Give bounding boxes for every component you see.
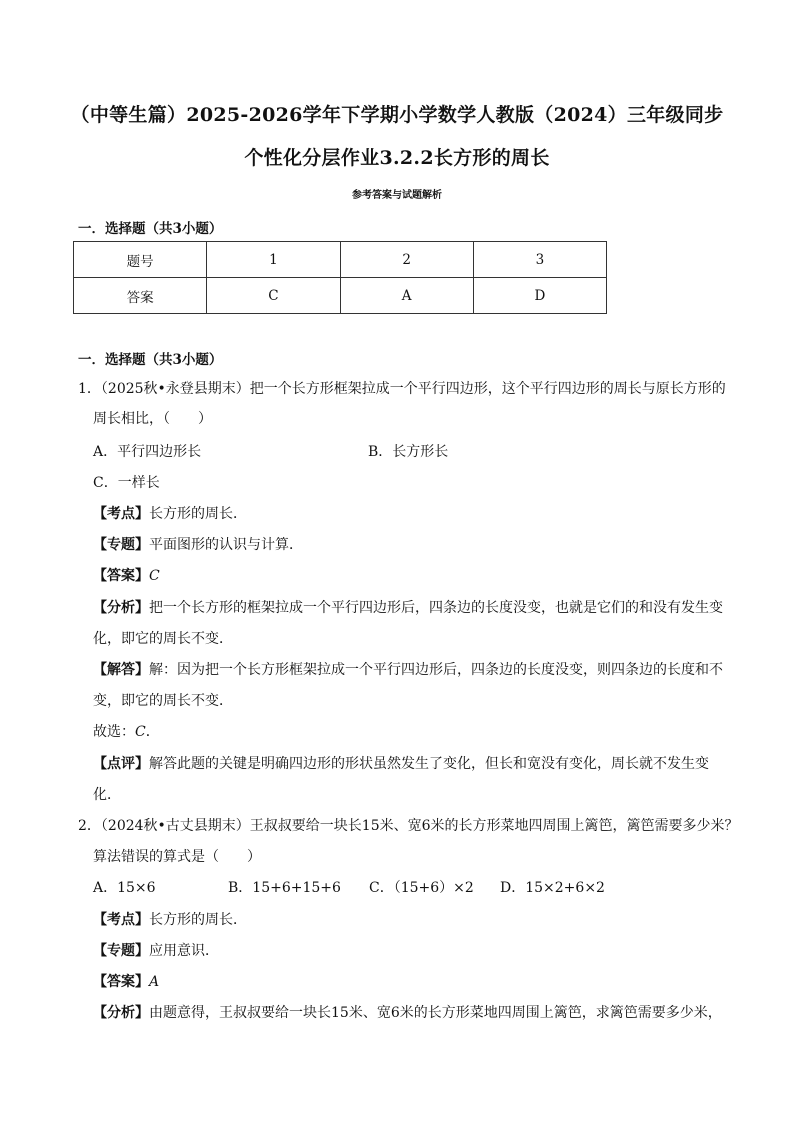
q1-jieda-line2: 变，即它的周长不变．	[93, 693, 233, 709]
answer-section-heading: 一．选择题（共3小题）	[78, 221, 223, 237]
kaodian-tag: 【考点】	[93, 506, 149, 522]
q1-option-b: B．长方形长	[368, 444, 449, 460]
fenxi-text: 由题意得，王叔叔要给一块长15米、宽6米的长方形菜地四周围上篱笆，求篱笆需要多少米，	[149, 1005, 722, 1021]
q2-stem-line1: 2．（2024秋•古丈县期末）王叔叔要给一块长15米、宽6米的长方形菜地四周围上篱笆，篱笆需要多少米？	[78, 818, 739, 834]
q2-option-b: B．15+6+15+6	[228, 880, 341, 896]
table-cell: 题号	[74, 242, 207, 278]
q1-kaodian	[93, 504, 247, 524]
table-cell: 1	[207, 242, 340, 278]
kaodian-text: 长方形的周长．	[149, 506, 247, 522]
kaodian-text: 长方形的周长．	[149, 912, 247, 928]
fenxi-tag: 【分析】	[93, 600, 149, 616]
q2-option-c: C．（15+6）×2	[369, 880, 474, 896]
answer-table	[73, 241, 607, 314]
zhuanti-text: 应用意识．	[149, 943, 219, 959]
q1-jieda-line1	[93, 660, 723, 680]
q1-dianping-line2: 化．	[93, 787, 121, 803]
table-cell: 2	[340, 242, 473, 278]
q1-stem-line2: 周长相比，（ ）	[93, 411, 212, 427]
q1-fenxi-line2: 化，即它的周长不变．	[93, 631, 233, 647]
q1-answer	[93, 566, 160, 586]
detail-section-heading: 一．选择题（共3小题）	[78, 352, 223, 368]
table-cell: 答案	[74, 278, 207, 314]
q2-answer	[93, 972, 159, 992]
answer-value: A	[149, 974, 160, 990]
table-cell: 3	[473, 242, 606, 278]
fenxi-text: 把一个长方形的框架拉成一个平行四边形后，四条边的长度没变，也就是它们的和没有发生变	[149, 600, 723, 616]
table-row	[74, 242, 607, 278]
choice-prefix: 故选：	[93, 724, 135, 740]
q2-fenxi-line1	[93, 1003, 722, 1023]
q1-zhuanti	[93, 535, 303, 555]
q2-kaodian	[93, 910, 247, 930]
q1-option-a: A．平行四边形长	[93, 444, 202, 460]
jieda-tag: 【解答】	[93, 662, 149, 678]
q1-fenxi-line1	[93, 598, 723, 618]
zhuanti-tag: 【专题】	[93, 943, 149, 959]
table-cell: C	[207, 278, 340, 314]
choice-suffix: ．	[145, 724, 160, 740]
zhuanti-tag: 【专题】	[93, 537, 149, 553]
q1-option-c: C．一样长	[93, 475, 160, 491]
document-title-line2: 个性化分层作业3.2.2长方形的周长	[244, 147, 550, 169]
answer-tag: 【答案】	[93, 568, 149, 584]
answer-tag: 【答案】	[93, 974, 149, 990]
q2-zhuanti	[93, 941, 219, 961]
q1-dianping-line1	[93, 754, 709, 774]
document-subtitle: 参考答案与试题解析	[352, 190, 442, 201]
dianping-tag: 【点评】	[93, 756, 149, 772]
answer-value: C	[149, 568, 160, 584]
q1-stem-line1: 1．（2025秋•永登县期末）把一个长方形框架拉成一个平行四边形，这个平行四边形的周长与原长方形的	[78, 381, 726, 397]
kaodian-tag: 【考点】	[93, 912, 149, 928]
dianping-text: 解答此题的关键是明确四边形的形状虽然发生了变化，但长和宽没有变化，周长就不发生变	[149, 756, 709, 772]
zhuanti-text: 平面图形的认识与计算．	[149, 537, 303, 553]
fenxi-tag: 【分析】	[93, 1005, 149, 1021]
table-cell: D	[473, 278, 606, 314]
q2-option-d: D．15×2+6×2	[500, 880, 605, 896]
q1-choice	[93, 722, 160, 742]
document-title-line1: （中等生篇）2025-2026学年下学期小学数学人教版（2024）三年级同步	[70, 104, 724, 126]
table-row	[74, 278, 607, 314]
q2-stem-line2: 算法错误的算式是（ ）	[93, 849, 261, 865]
choice-value: C	[135, 724, 146, 740]
table-cell: A	[340, 278, 473, 314]
q2-option-a: A．15×6	[93, 880, 156, 896]
jieda-text: 解：因为把一个长方形框架拉成一个平行四边形后，四条边的长度没变，则四条边的长度和不	[149, 662, 723, 678]
